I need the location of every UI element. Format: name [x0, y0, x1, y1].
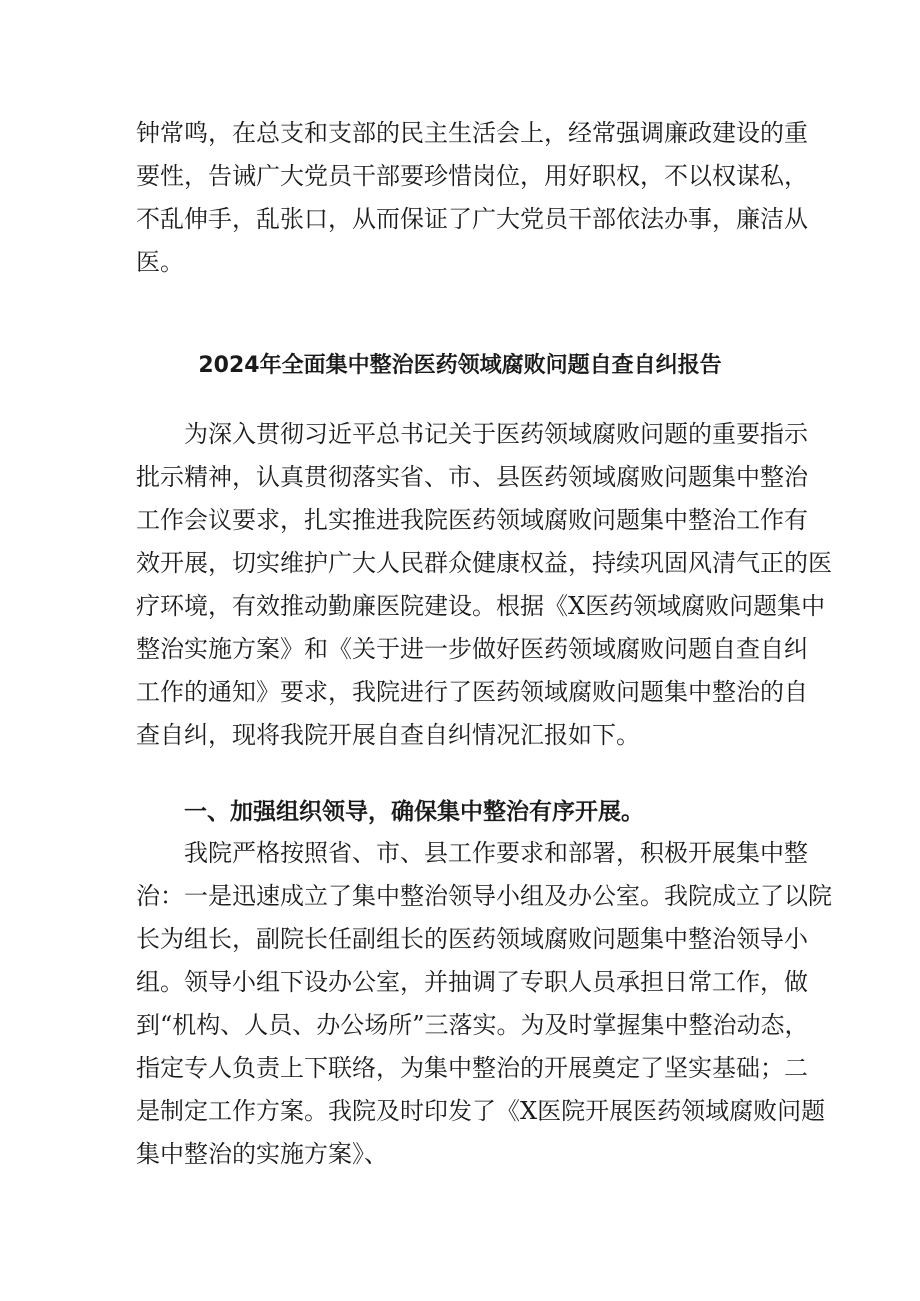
paragraph-line: 我院严格按照省、市、县工作要求和部署，积极开展集中整 — [184, 839, 808, 867]
paragraph-line: 集中整治的实施方案》、 — [136, 1140, 388, 1168]
report-title: 2024年全面集中整治医药领域腐败问题自查自纠报告 — [198, 353, 722, 378]
section-heading: 一、加强组织领导，确保集中整治有序开展。 — [184, 799, 644, 825]
paragraph-line: 到“机构、人员、办公场所”三落实。为及时掌握集中整治动态， — [136, 1011, 809, 1039]
paragraph-line: 组。领导小组下设办公室，并抽调了专职人员承担日常工作，做 — [136, 968, 808, 996]
paragraph-line: 效开展，切实维护广大人民群众健康权益，持续巩固风清气正的医 — [136, 549, 832, 577]
paragraph-line: 疗环境，有效推动勤廉医院建设。根据《X医药领域腐败问题集中 — [136, 592, 826, 620]
continuation-paragraph — [136, 112, 808, 284]
paragraph-line: 工作的通知》要求，我院进行了医药领域腐败问题集中整治的自 — [136, 678, 808, 706]
intro-paragraph — [136, 413, 832, 757]
paragraph-line: 医。 — [136, 248, 184, 276]
paragraph-line: 治：一是迅速成立了集中整治领导小组及办公室。我院成立了以院 — [136, 882, 832, 910]
paragraph-line: 为深入贯彻习近平总书记关于医药领域腐败问题的重要指示 — [184, 420, 808, 448]
paragraph-line: 工作会议要求，扎实推进我院医药领域腐败问题集中整治工作有 — [136, 506, 808, 534]
paragraph-line: 要性，告诫广大党员干部要珍惜岗位，用好职权，不以权谋私， — [136, 162, 808, 190]
paragraph-line: 钟常鸣，在总支和支部的民主生活会上，经常强调廉政建设的重 — [136, 119, 808, 147]
paragraph-line: 查自纠，现将我院开展自查自纠情况汇报如下。 — [136, 721, 640, 749]
paragraph-line: 指定专人负责上下联络，为集中整治的开展奠定了坚实基础；二 — [136, 1054, 808, 1082]
paragraph-line: 整治实施方案》和《关于进一步做好医药领域腐败问题自查自纠 — [136, 635, 808, 663]
paragraph-line: 是制定工作方案。我院及时印发了《X医院开展医药领域腐败问题 — [136, 1097, 826, 1125]
paragraph-line: 长为组长，副院长任副组长的医药领域腐败问题集中整治领导小 — [136, 925, 808, 953]
paragraph-line: 不乱伸手，乱张口，从而保证了广大党员干部依法办事，廉洁从 — [136, 205, 808, 233]
paragraph-line: 批示精神，认真贯彻落实省、市、县医药领域腐败问题集中整治 — [136, 463, 808, 491]
section1-paragraph — [136, 832, 832, 1176]
